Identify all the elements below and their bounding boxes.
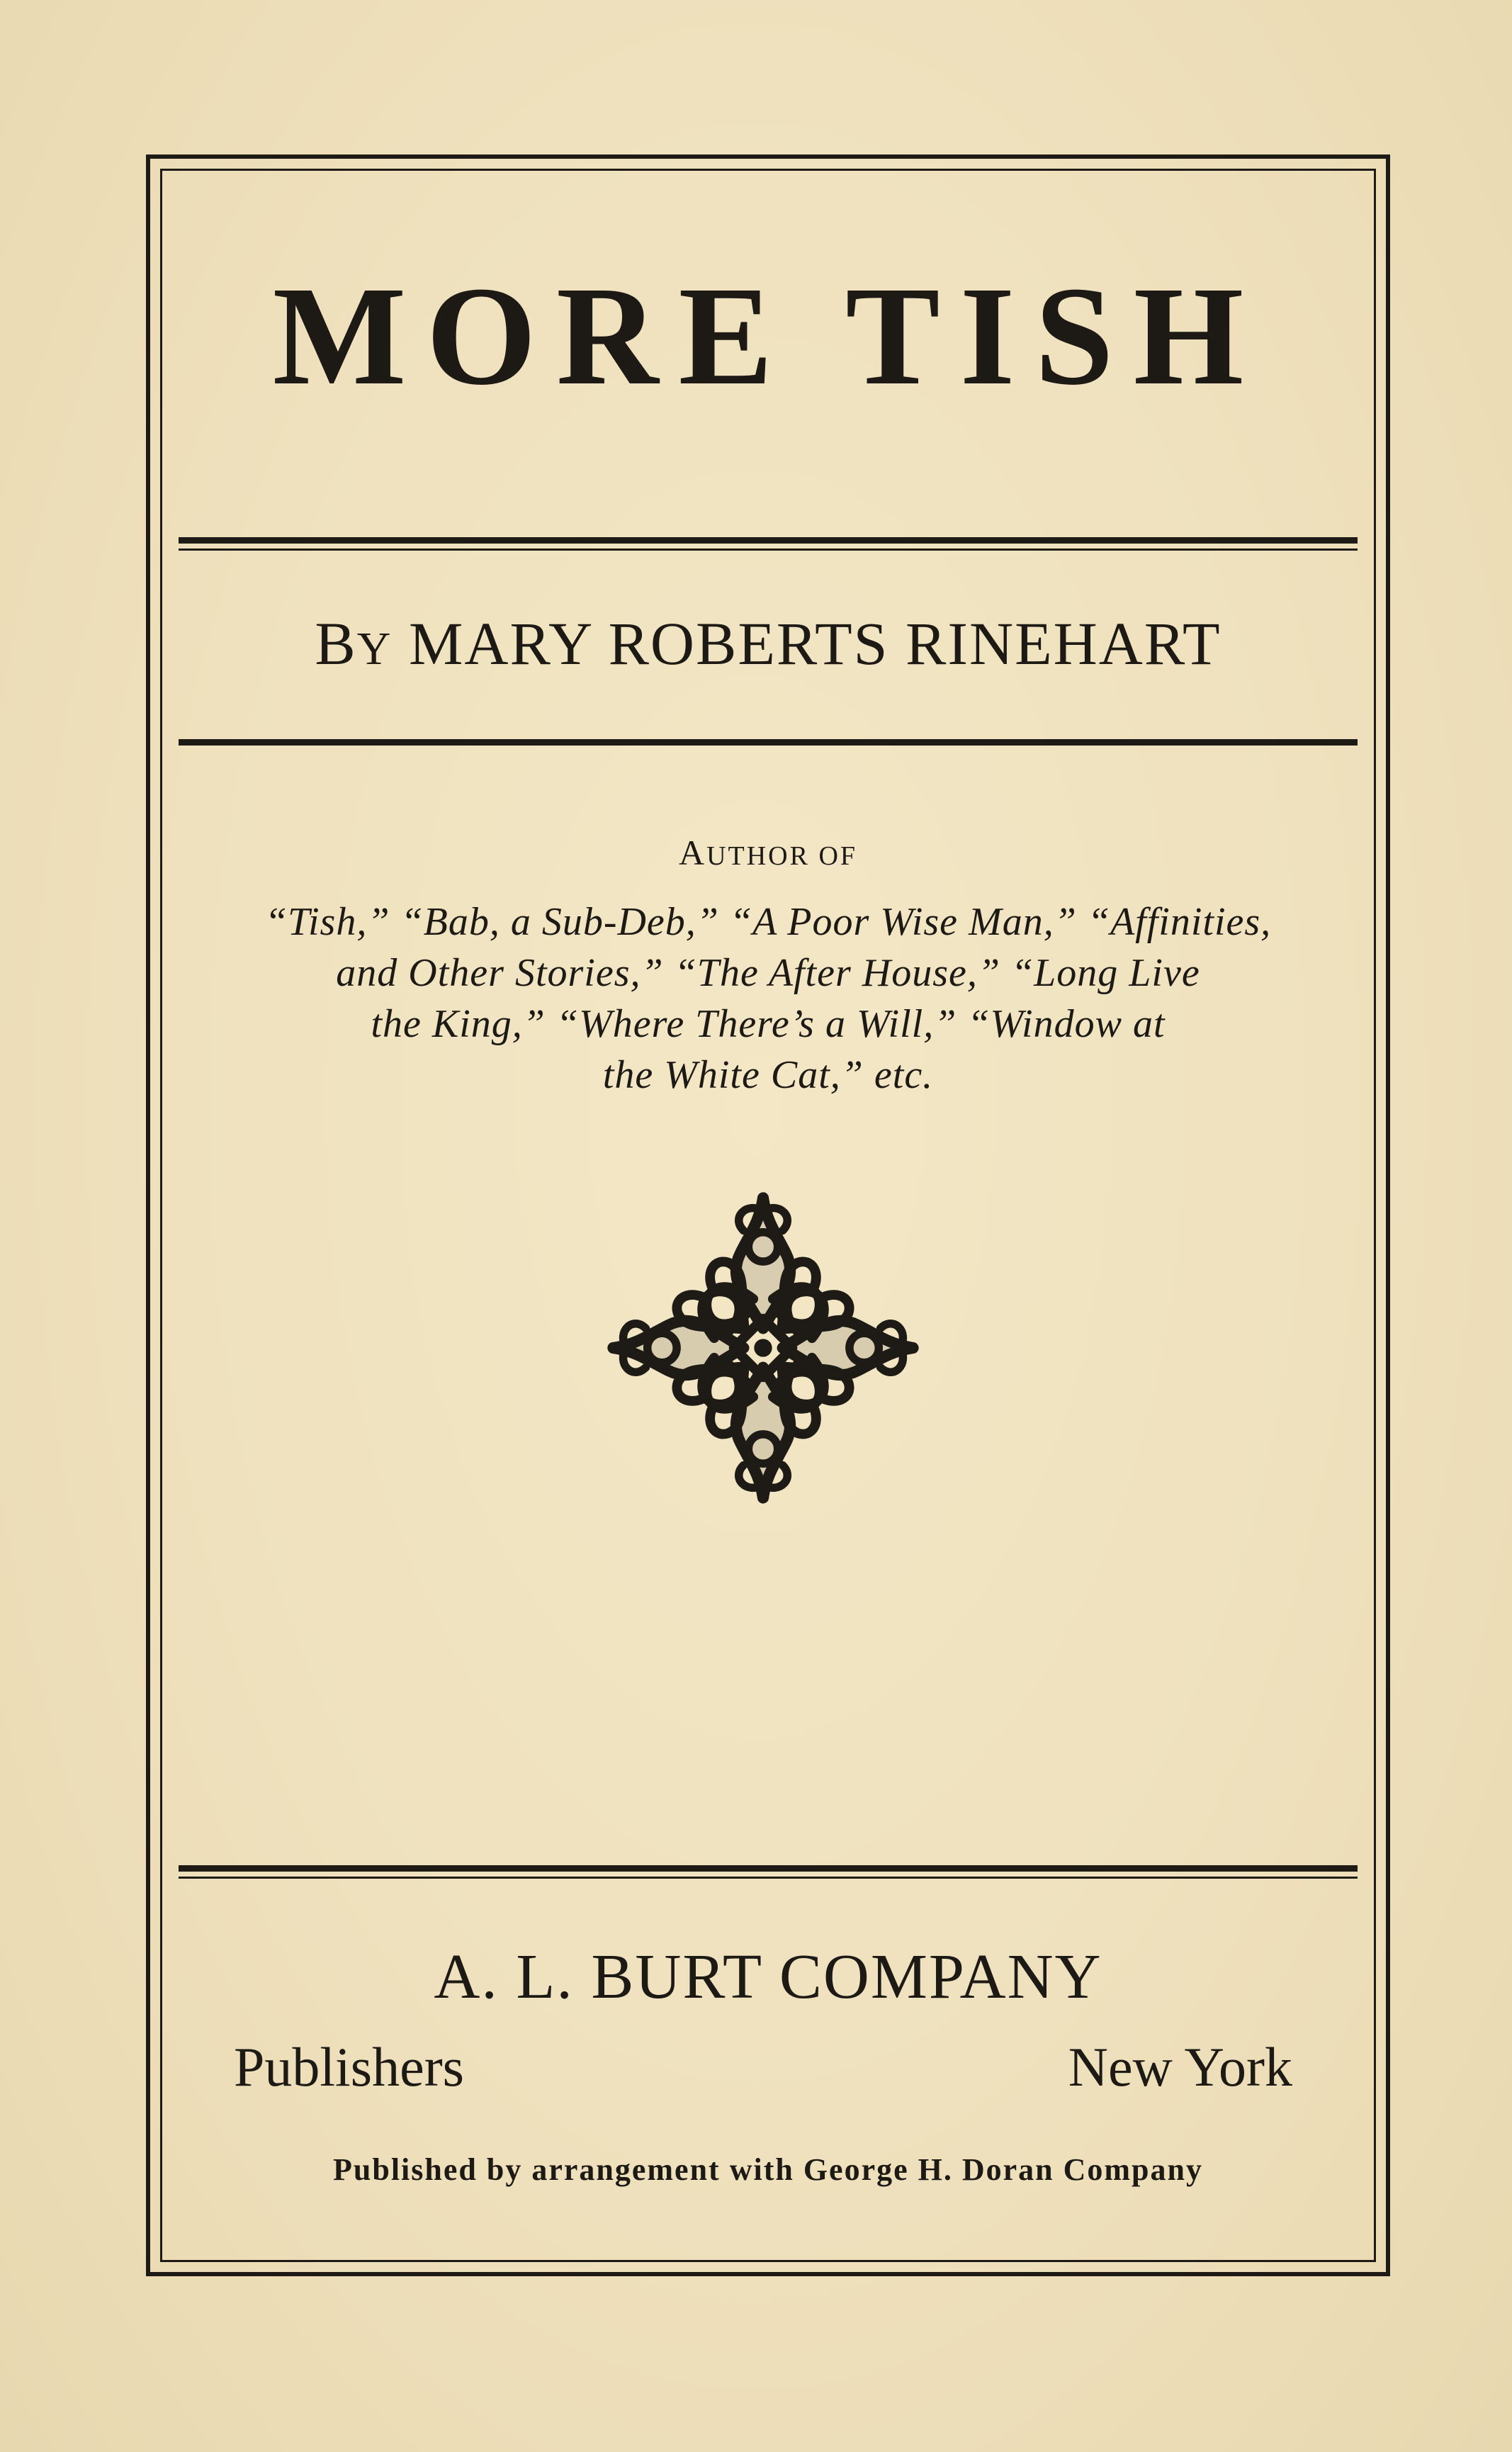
rule-thick-top bbox=[179, 537, 1358, 544]
works-line: the White Cat,” etc. bbox=[602, 1053, 934, 1097]
rule-byline-bottom bbox=[179, 739, 1358, 746]
rule-thin-bottom bbox=[179, 1877, 1358, 1879]
byline-prefix-initial: B bbox=[315, 609, 357, 677]
rule-thick-bottom bbox=[179, 1865, 1358, 1872]
works-line: and Other Stories,” “The After House,” “Long Live bbox=[336, 951, 1200, 995]
byline bbox=[160, 609, 1376, 677]
works-line: the King,” “Where There’s a Will,” “Window at bbox=[371, 1002, 1166, 1046]
byline-prefix-rest: Y bbox=[356, 623, 393, 675]
author-of-initial: A bbox=[678, 833, 707, 872]
author-of-rest: UTHOR OF bbox=[706, 841, 858, 871]
arrangement-note: Published by arrangement with George H. Doran Company bbox=[333, 2152, 1203, 2187]
celtic-knot-ornament-icon bbox=[600, 1185, 926, 1511]
works-line: “Tish,” “Bab, a Sub-Deb,” “A Poor Wise Man,” “Affinities, bbox=[264, 900, 1272, 944]
book-title: MORE TISH bbox=[272, 258, 1264, 415]
author-name: MARY ROBERTS RINEHART bbox=[408, 609, 1222, 677]
author-of-heading bbox=[160, 835, 1376, 870]
location-label: New York bbox=[1068, 2036, 1292, 2098]
rule-thin-top bbox=[179, 549, 1358, 551]
publisher-name: A. L. BURT COMPANY bbox=[434, 1942, 1102, 2012]
publishers-label: Publishers bbox=[234, 2036, 465, 2098]
works-list bbox=[160, 896, 1376, 1101]
